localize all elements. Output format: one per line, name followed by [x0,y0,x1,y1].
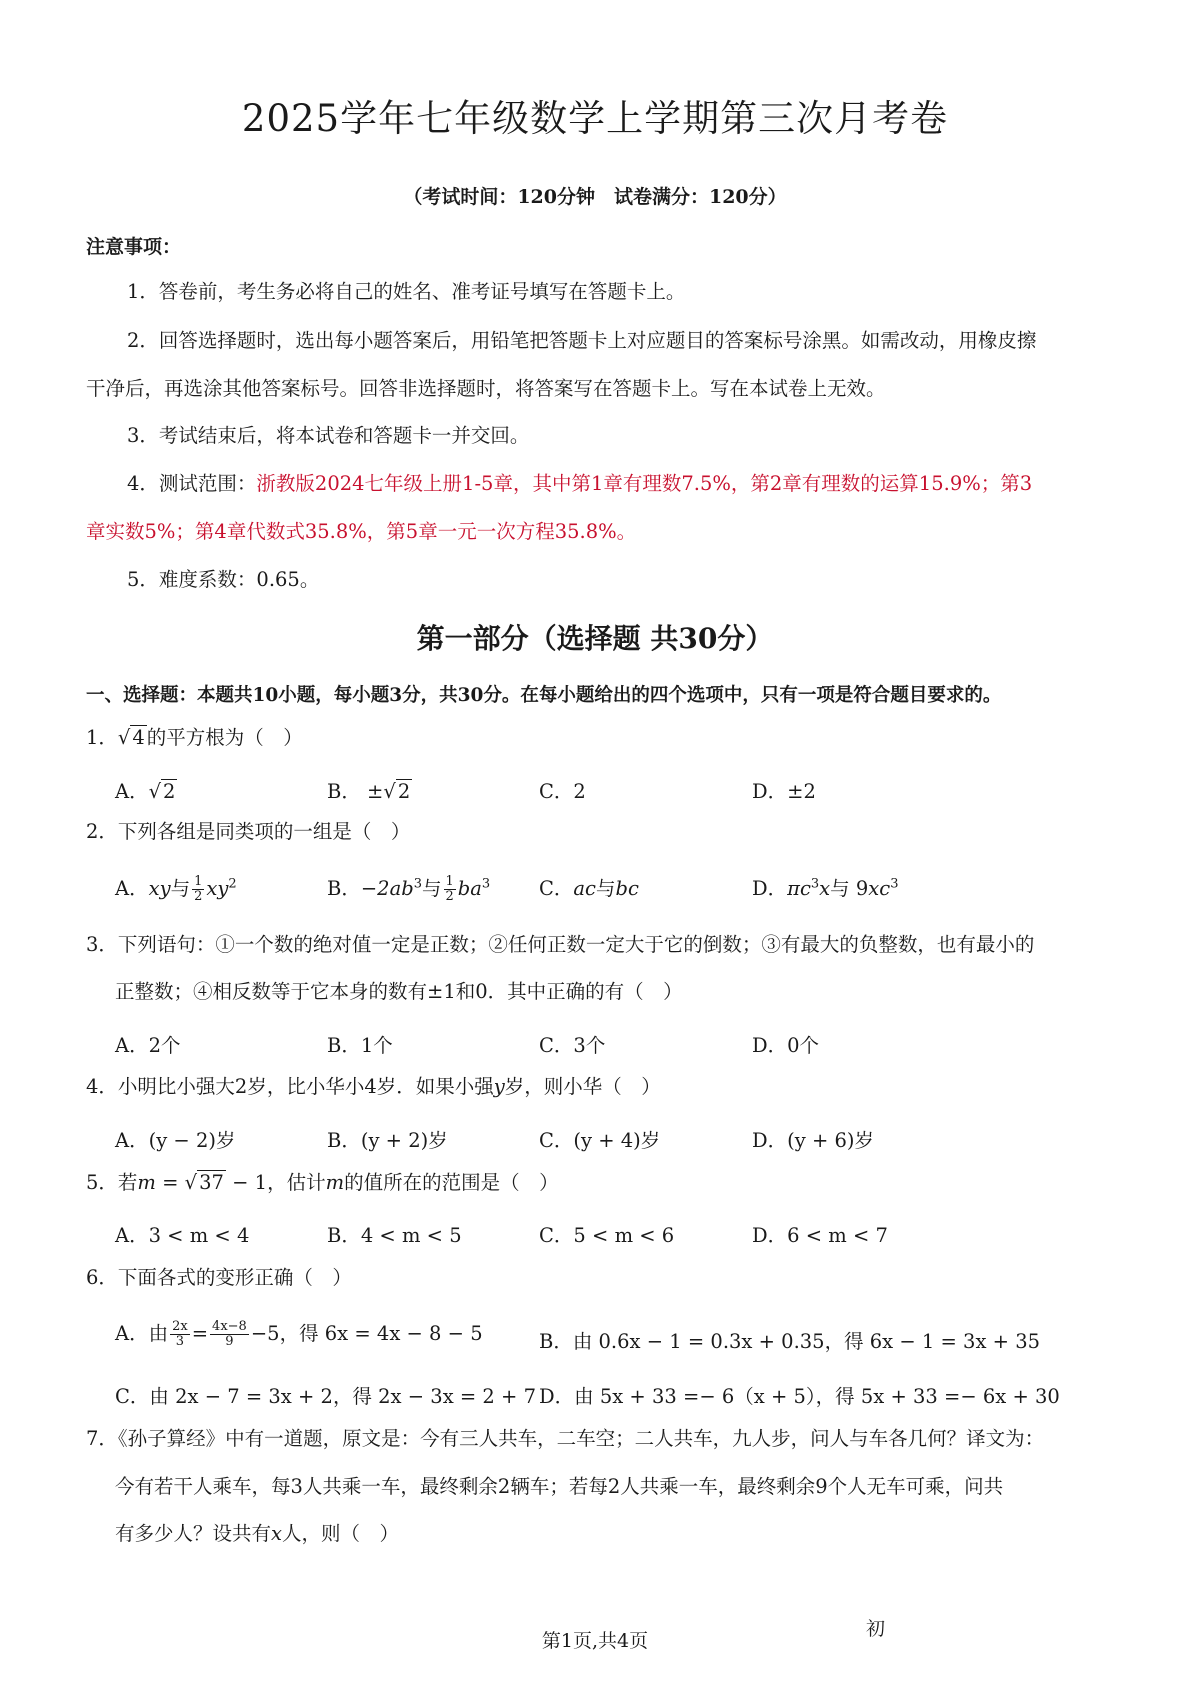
q1-option-a: A．√ 2 [115,780,176,803]
q2-option-b: B．$-2ab^3$与 $\frac{1}{2}$ $ba^3$ [327,873,491,904]
part-heading: 一、选择题：本题共10小题，每小题3分，共30分。在每小题给出的四个选项中，只有一项是符合题目要求的。 [86,685,1002,706]
q3-option-d: D．0个 [752,1034,820,1057]
page-title: 2025学年七年级数学上学期第三次月考卷 [241,97,949,140]
q6-option-c: C．由 2x − 7 = 3x + 2，得 2x − 3x = 2 + 7 [115,1385,536,1408]
test-scope: 浙教版2024七年级上册1-5章，其中第1章有理数7.5%，第2章有理数的运算15.9%；第3 [256,472,1033,495]
q6-option-a: A．由 $\frac{2x}{3}$ = $\frac{4x-8}{9}$ −5，得 6x = 4x − 8 − 5 [115,1318,483,1349]
q1-option-c: C．2 [539,780,586,803]
q6-option-d: D．由 5x + 33 =− 6（x + 5），得 5x + 33 =− 6x + 30 [539,1385,1060,1408]
q6-option-b: B．由 0.6x − 1 = 0.3x + 0.35，得 6x − 1 = 3x + 35 [539,1330,1041,1353]
q1-option-d: D．±2 [752,780,816,803]
notice-heading: 注意事项： [86,236,182,258]
notice-item-2-cont: 干净后，再选涂其他答案标号。回答非选择题时，将答案写在答题卡上。写在本试卷上无效。 [86,377,886,400]
notice-item-5: 5．难度系数：0.65。 [127,568,320,591]
notice-item-4-label: 4．测试范围： [127,472,257,495]
q5-option-c: C．5 < m < 6 [539,1224,675,1247]
q3-option-b: B．1个 [327,1034,393,1057]
question-7-cont: 今有若干人乘车，每3人共乘一车，最终剩余2辆车；若每2人共乘一车，最终剩余9个人无车可乘，问共 [115,1475,1004,1498]
question-7-cont-2: 有多少人？设共有x人，则（ ） [115,1522,400,1545]
q3-option-a: A．2个 [115,1034,181,1057]
q4-option-b: B．(y + 2)岁 [327,1129,448,1152]
q5-option-a: A．3 < m < 4 [115,1224,250,1247]
q5-option-b: B．4 < m < 5 [327,1224,462,1247]
exam-info: （考试时间：120分钟 试卷满分：120分） [403,186,787,208]
question-7: 7．《孙子算经》中有一道题，原文是：今有三人共车，二车空；二人共车，九人步，问人与车各几何？译文为： [86,1427,1045,1450]
question-5: 5．若m = √ 37 − 1，估计m的值所在的范围是（ ） [86,1171,559,1194]
section-title: 第一部分（选择题 共30分） [416,622,774,655]
notice-item-3: 3．考试结束后，将本试卷和答题卡一并交回。 [127,424,530,447]
question-3-cont: 正整数；④相反数等于它本身的数有±1和0．其中正确的有（ ） [115,980,683,1003]
q3-option-c: C．3个 [539,1034,606,1057]
fraction: $\frac{4x-8}{9}$ [212,1318,247,1349]
notice-item-4 [127,474,1032,494]
q2-option-a: A．xy与 $\frac{1}{2}$ $xy^2$ [115,873,237,904]
page-number: 第1页,共4页 [541,1630,649,1652]
fraction: $\frac{2x}{3}$ [172,1318,188,1349]
fraction: $\frac{1}{2}$ [194,873,203,904]
corner-mark: 初 [866,1618,886,1640]
q4-option-d: D．(y + 6)岁 [752,1129,875,1152]
test-scope-cont: 章实数5%；第4章代数式35.8%，第5章一元一次方程35.8%。 [86,520,637,543]
q2-option-c: C．ac与bc [539,877,639,900]
notice-item-1: 1．答卷前，考生务必将自己的姓名、准考证号填写在答题卡上。 [127,280,686,303]
question-2: 2．下列各组是同类项的一组是（ ） [86,820,411,843]
q2-option-d: D．$\pi c^3x$与 $9xc^3$ [752,876,899,900]
question-1: 1．√ 4 的平方根为（ ） [86,726,303,749]
question-4: 4．小明比小强大2岁，比小华小4岁．如果小强y岁，则小华（ ） [86,1075,661,1098]
q1-option-b: B． ±√ 2 [327,780,411,803]
q5-option-d: D．6 < m < 7 [752,1224,888,1247]
q4-option-c: C．(y + 4)岁 [539,1129,661,1152]
q4-option-a: A．(y − 2)岁 [115,1129,236,1152]
question-6: 6．下面各式的变形正确（ ） [86,1266,352,1289]
notice-item-2: 2．回答选择题时，选出每小题答案后，用铅笔把答题卡上对应题目的答案标号涂黑。如需改动，用橡皮擦 [127,329,1037,352]
fraction: $\frac{1}{2}$ [445,873,454,904]
question-3: 3．下列语句：①一个数的绝对值一定是正数；②任何正数一定大于它的倒数；③有最大的负整数，也有最小的 [86,933,1035,956]
